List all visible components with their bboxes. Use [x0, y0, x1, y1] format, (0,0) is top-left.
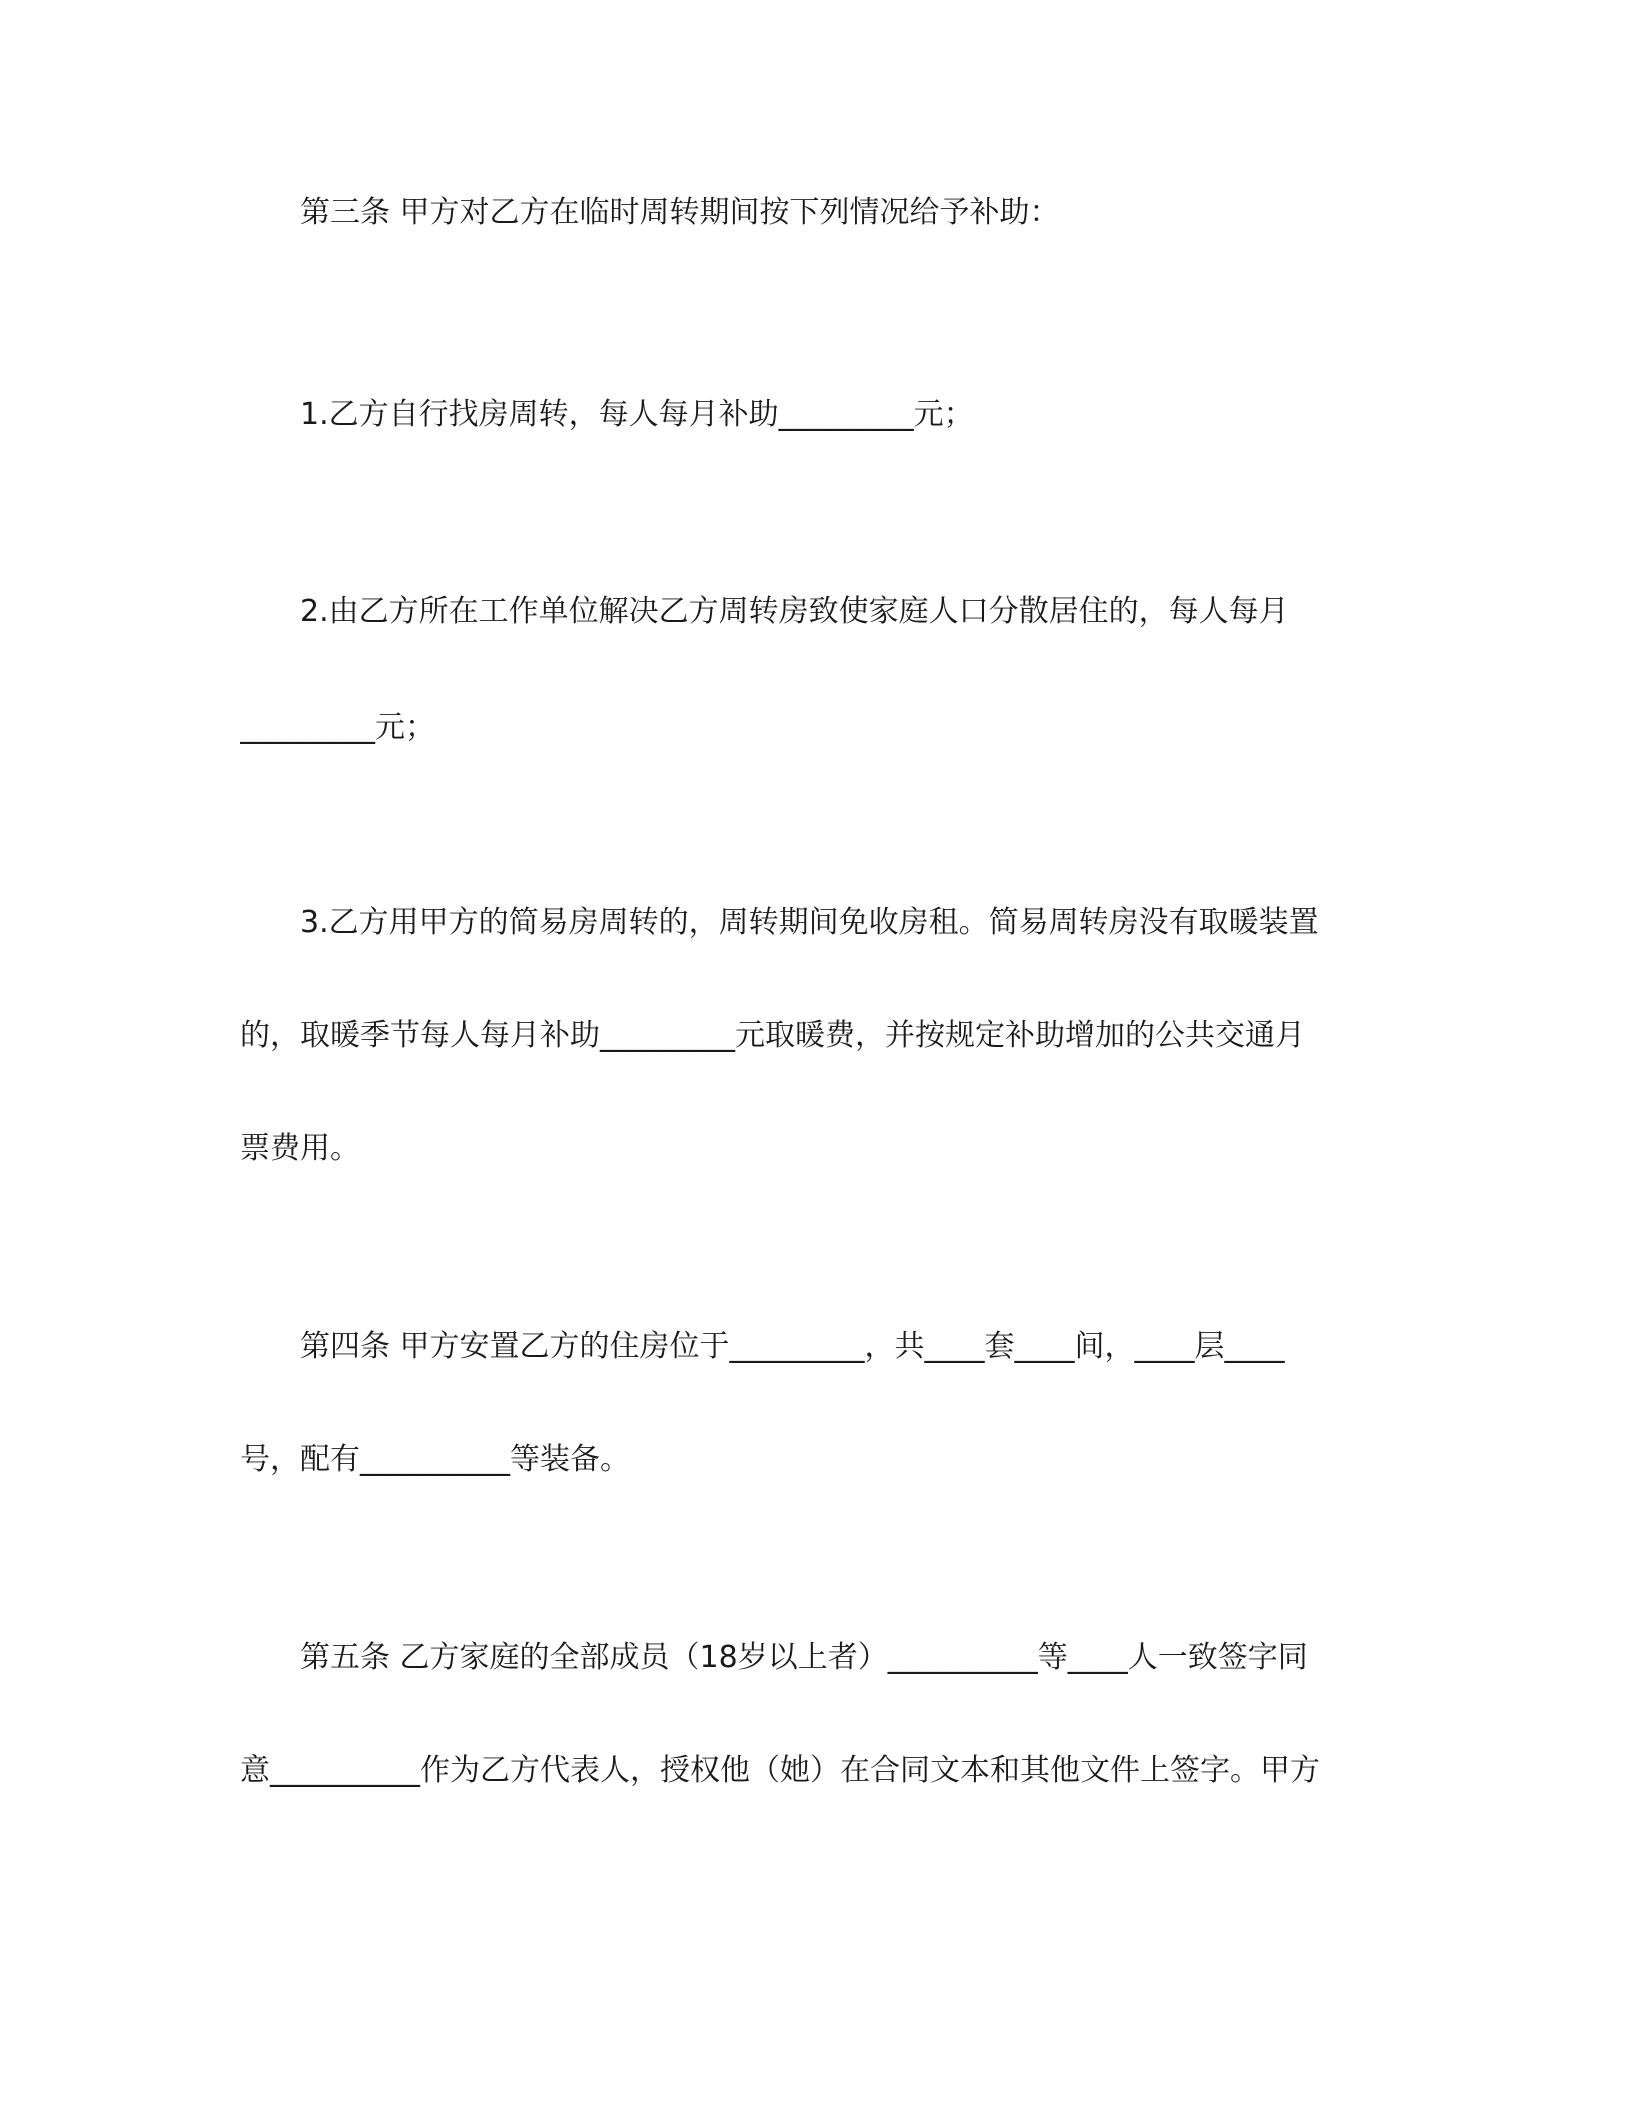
article-4-line-1: 第四条 甲方安置乙方的住房位于_________，共____套____间，____层____	[300, 1329, 1285, 1364]
article-4-line-2: 号，配有__________等装备。	[240, 1442, 630, 1477]
clause-3-3-line-1: 3.乙方用甲方的简易房周转的，周转期间免收房租。简易周转房没有取暖装置	[300, 905, 1319, 940]
article-5-line-2: 意__________作为乙方代表人，授权他（她）在合同文本和其他文件上签字。甲方	[240, 1753, 1320, 1788]
clause-3-3-line-3: 票费用。	[240, 1131, 360, 1166]
clause-3-2-line-2: _________元；	[240, 710, 435, 745]
clause-3-2-line-1: 2.由乙方所在工作单位解决乙方周转房致使家庭人口分散居住的，每人每月	[300, 594, 1289, 629]
clause-3-3-line-2: 的，取暖季节每人每月补助_________元取暖费，并按规定补助增加的公共交通月	[240, 1018, 1305, 1053]
article-5-line-1: 第五条 乙方家庭的全部成员（18岁以上者）__________等____人一致签字同	[300, 1640, 1308, 1675]
article-3-heading: 第三条 甲方对乙方在临时周转期间按下列情况给予补助：	[300, 195, 1060, 230]
clause-3-1: 1.乙方自行找房周转，每人每月补助_________元；	[300, 397, 974, 432]
